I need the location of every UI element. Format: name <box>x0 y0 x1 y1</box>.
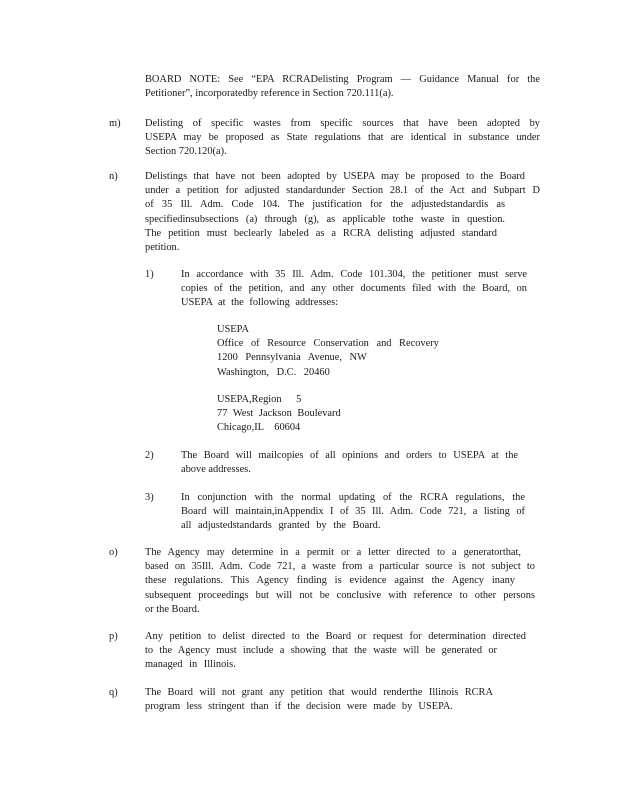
subitem-1-line: copies of the petition, and any other documents filed with the Board, on <box>181 283 527 295</box>
subitem-2-text <box>181 449 518 477</box>
address-line: 1200 Pennsylvania Avenue, NW <box>217 352 367 364</box>
subitem-3-text <box>181 491 525 534</box>
item-label-o: o) <box>109 547 118 558</box>
item-n-line: Delistings that have not been adopted by USEPA may be proposed to the Board <box>145 171 525 182</box>
item-label-n: n) <box>109 171 118 182</box>
item-o-line: subsequent proceedings but will not be conclusive with reference to other persons <box>145 589 535 601</box>
item-label-q: q) <box>109 687 118 698</box>
item-o-line: or the Board. <box>145 603 200 615</box>
item-p-line: Any petition to delist directed to the Board or request for determination directed <box>145 631 526 642</box>
item-p-line: to the Agency must include a showing that the waste will be generated or <box>145 645 497 657</box>
subitem-1-line: USEPA at the following addresses: <box>181 297 339 309</box>
subitem-label-3: 3) <box>145 492 154 503</box>
address-block-region <box>217 393 477 436</box>
subitem-3-line: In conjunction with the normal updating of the RCRA regulations, the <box>181 492 525 503</box>
address-line: Office of Resource Conservation and Recovery <box>217 338 439 350</box>
item-p-line: managed in Illinois. <box>145 659 236 671</box>
item-o-line: these regulations. This Agency finding is evidence against the Agency inany <box>145 575 515 587</box>
item-m-line: USEPA may be proposed as State regulations that are identical in substance under <box>145 132 540 144</box>
item-m-line: Delisting of specific wastes from specific sources that have been adopted by <box>145 118 540 129</box>
item-n-line: petition. <box>145 242 180 254</box>
item-label-m: m) <box>109 118 121 129</box>
address-line: 77 West Jackson Boulevard <box>217 408 341 420</box>
address-line: USEPA,Region 5 <box>217 394 302 405</box>
address-line: Chicago,IL 60604 <box>217 422 301 434</box>
board-note-line: Petitioner”, incorporatedby reference in Section 720.111(a). <box>145 88 394 100</box>
item-q-line: program less stringent than if the decision were made by USEPA. <box>145 701 453 713</box>
item-n-line: The petition must beclearly labeled as a RCRA delisting adjusted standard <box>145 227 497 239</box>
item-n-line: of 35 Ill. Adm. Code 104. The justification for the adjustedstandardis as <box>145 199 505 211</box>
subitem-1-line: In accordance with 35 Ill. Adm. Code 101.304, the petitioner must serve <box>181 269 527 280</box>
subitem-3-line: all adjustedstandards granted by the Board. <box>181 520 381 532</box>
item-o-line: The Agency may determine in a permit or a letter directed to a generatorthat, <box>145 547 521 558</box>
address-line: Washington, D.C. 20460 <box>217 366 330 378</box>
subitem-label-2: 2) <box>145 450 154 461</box>
item-o-line: based on 35Ill. Adm. Code 721, a waste from a particular source is not subject to <box>145 561 535 573</box>
subitem-2-line: The Board will mailcopies of all opinions and orders to USEPA at the <box>181 450 518 461</box>
item-p-text <box>145 630 526 673</box>
board-note <box>145 73 540 101</box>
address-block-hq <box>217 323 477 380</box>
subitem-3-line: Board will maintain,inAppendix I of 35 Ill. Adm. Code 721, a listing of <box>181 506 525 518</box>
item-m-line: Section 720.120(a). <box>145 146 227 158</box>
item-q-text <box>145 686 493 714</box>
board-note-line: BOARD NOTE: See “EPA RCRADelisting Program — Guidance Manual for the <box>145 74 540 85</box>
item-n-line: specifiedinsubsections (a) through (g), as applicable tothe waste in question. <box>145 213 505 225</box>
subitem-label-1: 1) <box>145 269 154 280</box>
item-n-line: under a petition for adjusted standardunder Section 28.1 of the Act and Subpart D <box>145 185 540 197</box>
item-o-text <box>145 546 535 617</box>
item-n-text <box>145 170 540 255</box>
item-q-line: The Board will not grant any petition that would renderthe Illinois RCRA <box>145 687 493 698</box>
item-label-p: p) <box>109 631 118 642</box>
subitem-1-text <box>181 268 527 311</box>
address-line: USEPA <box>217 324 249 335</box>
item-m-text <box>145 117 540 160</box>
subitem-2-line: above addresses. <box>181 464 251 476</box>
